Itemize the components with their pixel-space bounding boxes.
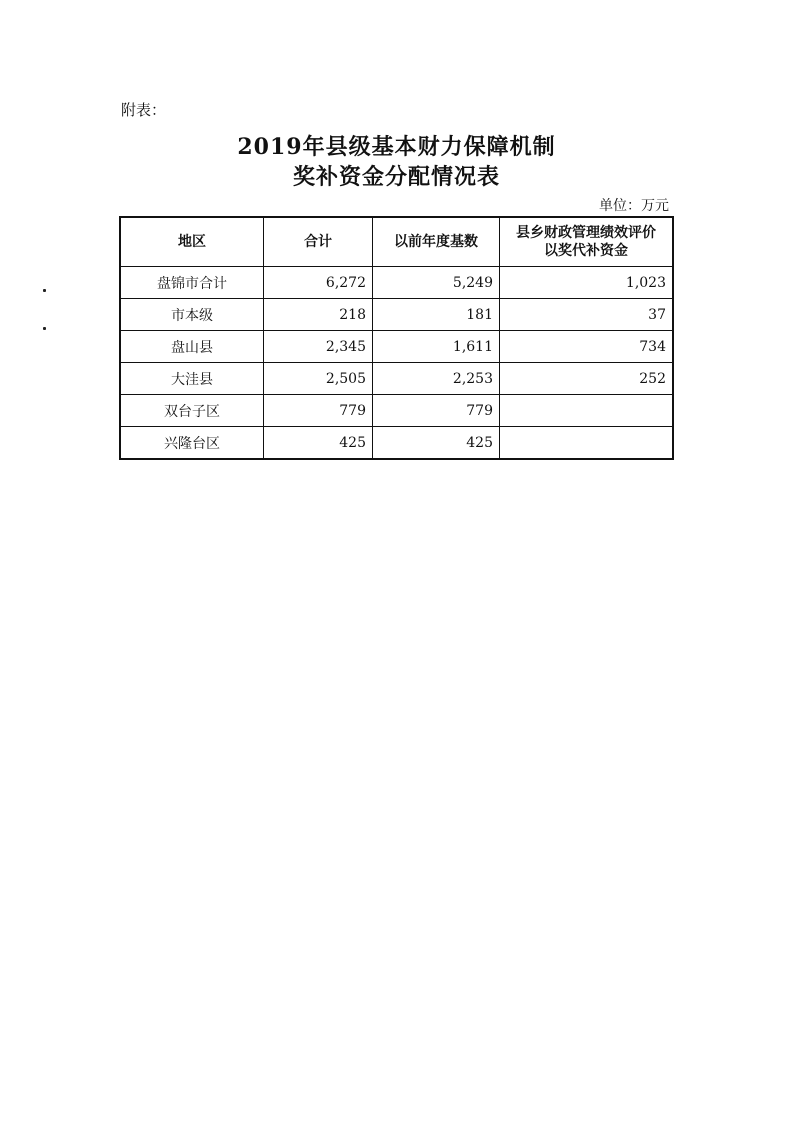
header-award-line-2: 以奖代补资金 (544, 243, 628, 259)
header-region: 地区 (120, 217, 264, 267)
cell-region: 双台子区 (120, 395, 264, 427)
allocation-table (119, 216, 674, 460)
cell-region: 大洼县 (120, 363, 264, 395)
cell-award: 734 (500, 331, 674, 363)
cell-award (500, 427, 674, 460)
header-award (500, 217, 674, 267)
header-total: 合计 (264, 217, 373, 267)
cell-region: 兴隆台区 (120, 427, 264, 460)
cell-award: 1,023 (500, 267, 674, 299)
table-row (120, 299, 673, 331)
cell-base: 1,611 (373, 331, 500, 363)
table-row (120, 427, 673, 460)
cell-award (500, 395, 674, 427)
title-line-1: 2019年县级基本财力保障机制 (237, 134, 556, 160)
cell-base: 779 (373, 395, 500, 427)
cell-total: 779 (264, 395, 373, 427)
header-base: 以前年度基数 (373, 217, 500, 267)
cell-total: 6,272 (264, 267, 373, 299)
unit-label: 单位：万元 (599, 198, 669, 214)
table-row (120, 331, 673, 363)
cell-award: 37 (500, 299, 674, 331)
cell-base: 425 (373, 427, 500, 460)
appendix-label: 附表： (121, 101, 167, 119)
scan-speck (43, 289, 46, 292)
cell-base: 181 (373, 299, 500, 331)
cell-total: 2,505 (264, 363, 373, 395)
cell-region: 盘山县 (120, 331, 264, 363)
scan-speck (43, 327, 46, 330)
table-row (120, 395, 673, 427)
cell-award: 252 (500, 363, 674, 395)
cell-total: 218 (264, 299, 373, 331)
cell-total: 425 (264, 427, 373, 460)
cell-region: 盘锦市合计 (120, 267, 264, 299)
table-row (120, 363, 673, 395)
cell-total: 2,345 (264, 331, 373, 363)
header-award-line-1: 县乡财政管理绩效评价 (516, 225, 656, 241)
table-header-row (120, 217, 673, 267)
cell-base: 2,253 (373, 363, 500, 395)
title-line-2: 奖补资金分配情况表 (292, 164, 500, 190)
table-row (120, 267, 673, 299)
cell-base: 5,249 (373, 267, 500, 299)
cell-region: 市本级 (120, 299, 264, 331)
